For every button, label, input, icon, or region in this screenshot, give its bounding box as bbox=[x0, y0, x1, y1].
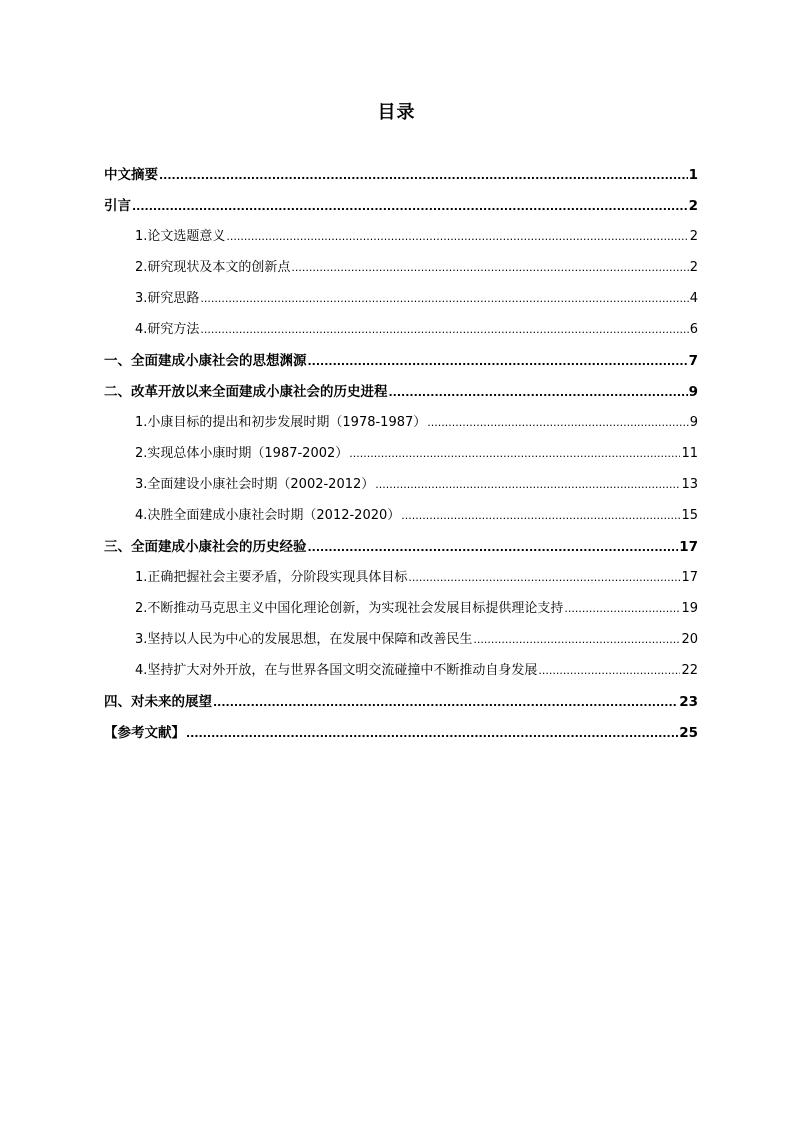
toc-entry-page: 20 bbox=[681, 632, 698, 647]
dot-leader bbox=[186, 720, 678, 747]
toc-entry-label: 4.决胜全面建成小康社会时期（2012-2020） bbox=[135, 508, 401, 523]
toc-subentry[interactable] bbox=[104, 658, 698, 689]
toc-entry[interactable] bbox=[104, 720, 698, 751]
toc-entry-page: 9 bbox=[688, 384, 698, 400]
toc-entry[interactable] bbox=[104, 534, 698, 565]
dot-leader bbox=[427, 410, 688, 436]
toc-entry-label: 2.研究现状及本文的创新点 bbox=[135, 260, 291, 275]
dot-leader bbox=[401, 503, 680, 529]
toc-entry-page: 15 bbox=[681, 508, 698, 523]
dot-leader bbox=[226, 224, 688, 250]
toc-entry-label: 2.实现总体小康时期（1987-2002） bbox=[135, 446, 349, 461]
dot-leader bbox=[200, 286, 688, 312]
dot-leader bbox=[132, 193, 688, 220]
dot-leader bbox=[408, 565, 680, 591]
toc-entry-page: 17 bbox=[679, 539, 698, 555]
dot-leader bbox=[291, 255, 688, 281]
toc-entry-label: 4.研究方法 bbox=[135, 322, 200, 337]
toc-entry-page: 23 bbox=[679, 694, 698, 710]
toc-entry[interactable] bbox=[104, 348, 698, 379]
toc-subentry[interactable] bbox=[104, 286, 698, 317]
toc-entry-label: 二、改革开放以来全面建成小康社会的历史进程 bbox=[104, 384, 388, 400]
toc-entry-label: 一、全面建成小康社会的思想渊源 bbox=[104, 353, 307, 369]
toc-entry-label: 3.全面建设小康社会时期（2002-2012） bbox=[135, 477, 375, 492]
toc-entry-page: 7 bbox=[688, 353, 698, 369]
toc-entry-page: 2 bbox=[689, 229, 698, 244]
toc-entry-label: 四、对未来的展望 bbox=[104, 694, 212, 710]
toc-entry-label: 4.坚持扩大对外开放，在与世界各国文明交流碰撞中不断推动自身发展 bbox=[135, 663, 538, 678]
toc-entry-page: 25 bbox=[679, 725, 698, 741]
dot-leader bbox=[538, 658, 680, 684]
toc-subentry[interactable] bbox=[104, 441, 698, 472]
page-title: 目录 bbox=[377, 102, 416, 123]
toc-subentry[interactable] bbox=[104, 410, 698, 441]
toc-subentry[interactable] bbox=[104, 503, 698, 534]
dot-leader bbox=[200, 317, 688, 343]
toc-entry-label: 1.正确把握社会主要矛盾，分阶段实现具体目标 bbox=[135, 570, 408, 585]
toc-entry-page: 2 bbox=[689, 260, 698, 275]
dot-leader bbox=[375, 472, 680, 498]
toc-entry-label: 【参考文献】 bbox=[104, 725, 185, 741]
toc-subentry[interactable] bbox=[104, 317, 698, 348]
toc-subentry[interactable] bbox=[104, 472, 698, 503]
dot-leader bbox=[308, 534, 679, 561]
toc-subentry[interactable] bbox=[104, 627, 698, 658]
toc-entry-page: 11 bbox=[681, 446, 698, 461]
toc-entry[interactable] bbox=[104, 379, 698, 410]
toc-entry-page: 6 bbox=[689, 322, 698, 337]
dot-leader bbox=[564, 596, 680, 622]
toc-entry-page: 9 bbox=[689, 415, 698, 430]
toc-entry-label: 3.坚持以人民为中心的发展思想，在发展中保障和改善民生 bbox=[135, 632, 473, 647]
dot-leader bbox=[159, 162, 688, 189]
toc-entry-page: 19 bbox=[681, 601, 698, 616]
toc-entry-label: 引言 bbox=[104, 198, 131, 214]
toc-entry-page: 17 bbox=[681, 570, 698, 585]
toc-subentry[interactable] bbox=[104, 224, 698, 255]
toc-subentry[interactable] bbox=[104, 565, 698, 596]
dot-leader bbox=[213, 689, 678, 716]
table-of-contents bbox=[104, 162, 698, 751]
toc-entry-page: 1 bbox=[688, 167, 698, 183]
dot-leader bbox=[473, 627, 680, 653]
toc-entry-label: 1.小康目标的提出和初步发展时期（1978-1987） bbox=[135, 415, 427, 430]
toc-entry-page: 4 bbox=[689, 291, 698, 306]
toc-entry-label: 三、全面建成小康社会的历史经验 bbox=[104, 539, 307, 555]
toc-entry-page: 22 bbox=[681, 663, 698, 678]
toc-entry-label: 3.研究思路 bbox=[135, 291, 200, 306]
dot-leader bbox=[389, 379, 688, 406]
dot-leader bbox=[308, 348, 688, 375]
toc-subentry[interactable] bbox=[104, 255, 698, 286]
toc-entry-label: 中文摘要 bbox=[104, 167, 158, 183]
toc-entry-page: 2 bbox=[688, 198, 698, 214]
toc-entry[interactable] bbox=[104, 193, 698, 224]
dot-leader bbox=[349, 441, 680, 467]
toc-entry[interactable] bbox=[104, 689, 698, 720]
toc-entry-label: 1.论文选题意义 bbox=[135, 229, 226, 244]
toc-entry-page: 13 bbox=[681, 477, 698, 492]
toc-subentry[interactable] bbox=[104, 596, 698, 627]
toc-entry[interactable] bbox=[104, 162, 698, 193]
toc-entry-label: 2.不断推动马克思主义中国化理论创新，为实现社会发展目标提供理论支持 bbox=[135, 601, 564, 616]
